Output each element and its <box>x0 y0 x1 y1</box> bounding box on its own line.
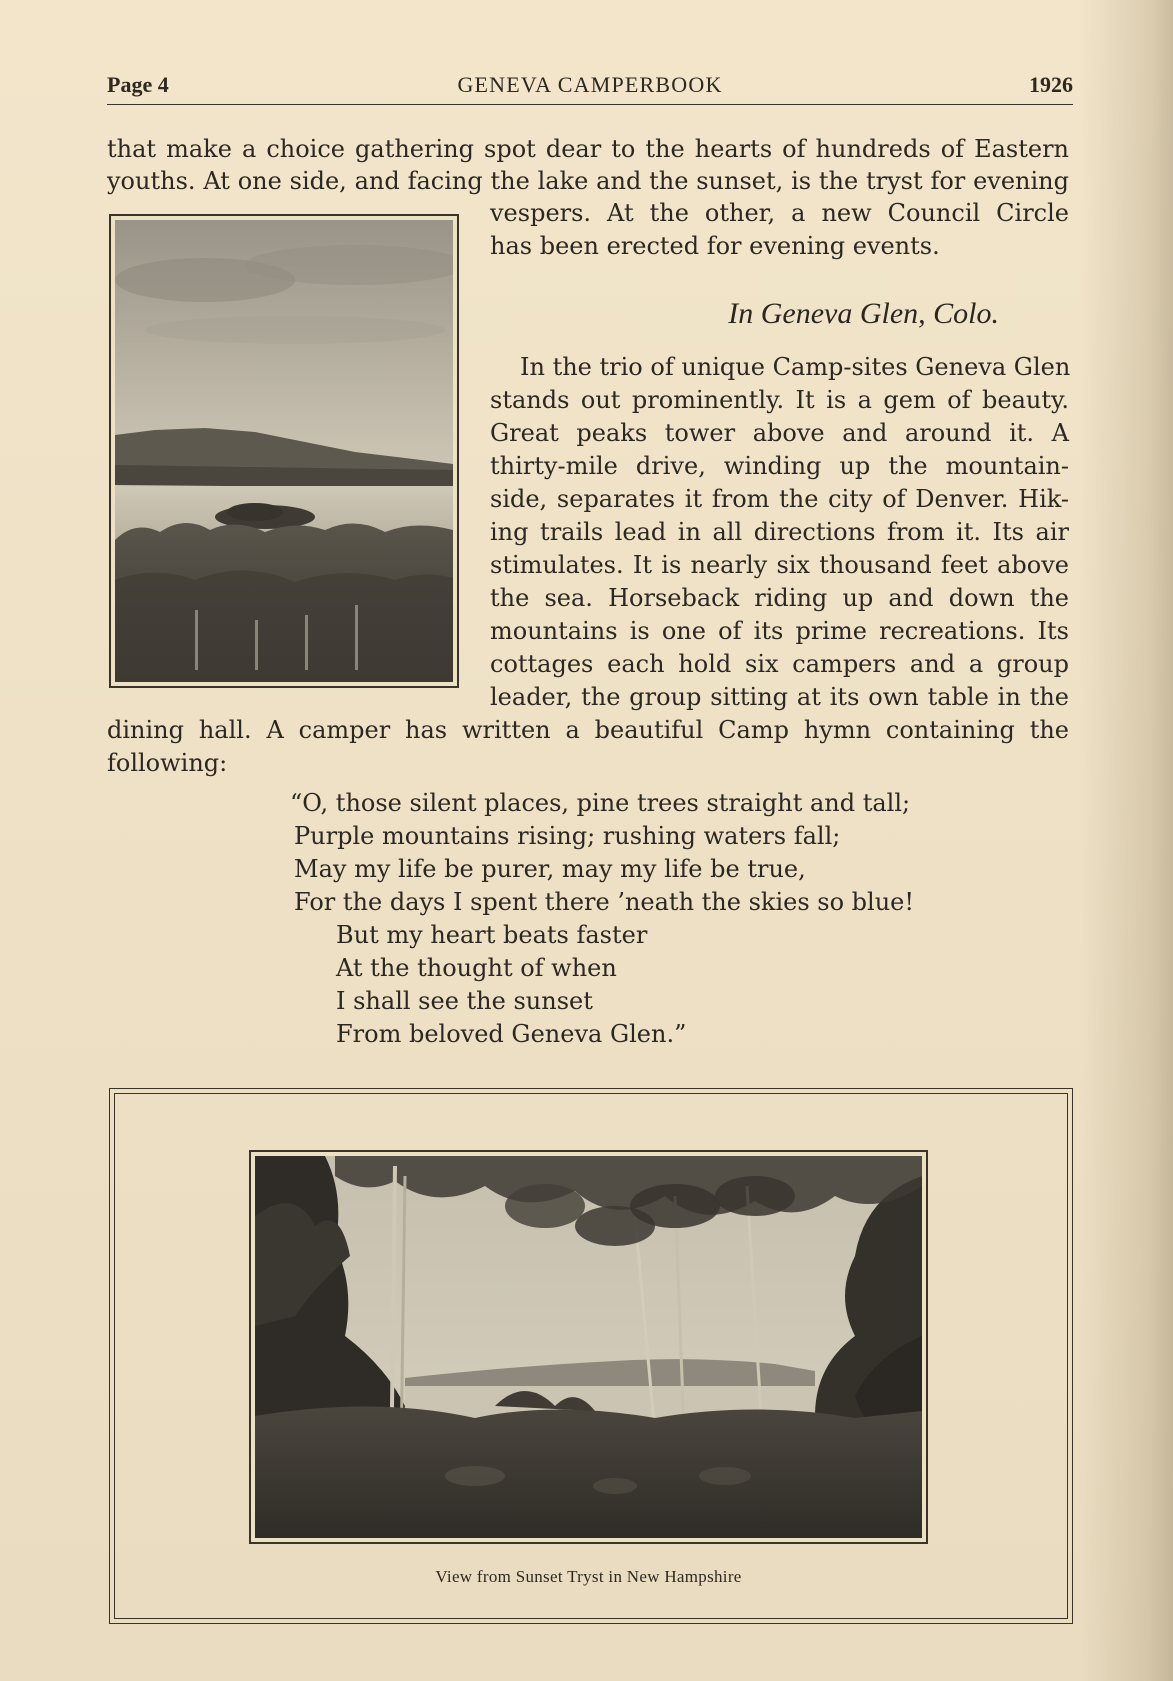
poem-refrain-line: At the thought of when <box>336 954 617 982</box>
poem-line: Purple mountains rising; rushing waters fall; <box>294 822 841 850</box>
section-line-6: ing trails lead in all directions from it. Its air <box>490 518 1069 546</box>
camp-hymn-poem <box>290 787 914 1051</box>
intro-line-3: vespers. At the other, a new Council Circle <box>490 199 1069 227</box>
photo-caption: View from Sunset Tryst in New Hampshire <box>435 1567 742 1586</box>
section-line-11: leader, the group sitting at its own table in the <box>490 683 1069 711</box>
poem-refrain-line: But my heart beats faster <box>336 921 648 949</box>
intro-line-2: youths. At one side, and facing the lake and the sunset, is the tryst for evening <box>107 167 1069 195</box>
section-line-8: the sea. Horseback riding up and down the <box>490 584 1069 612</box>
section-line-5: side, separates it from the city of Denver. Hik- <box>490 485 1069 513</box>
poem-line: “O, those silent places, pine trees straight and tall; <box>290 789 911 817</box>
poem-refrain-line: I shall see the sunset <box>336 987 593 1015</box>
lake-mountain-photo <box>109 214 459 688</box>
section-line-1: In the trio of unique Camp-sites Geneva Glen <box>520 353 1071 381</box>
publication-title: GENEVA CAMPERBOOK <box>457 72 723 97</box>
section-heading: In Geneva Glen, Colo. <box>728 297 999 330</box>
poem-line: For the days I spent there ’neath the skies so blue! <box>294 888 915 916</box>
section-full-line-2: following: <box>107 749 228 777</box>
section-line-4: thirty-mile drive, winding up the mountain- <box>490 452 1069 480</box>
poem-refrain-line: From beloved Geneva Glen.” <box>336 1020 687 1048</box>
running-header <box>107 70 1073 105</box>
publication-year: 1926 <box>1029 72 1073 97</box>
sunset-tryst-photo <box>249 1150 928 1544</box>
section-line-7: stimulates. It is nearly six thousand feet above <box>490 551 1069 579</box>
sunset-tryst-image <box>255 1156 922 1538</box>
section-line-3: Great peaks tower above and around it. A <box>490 419 1069 447</box>
intro-line-1: that make a choice gathering spot dear to the hearts of hundreds of Eastern <box>107 135 1069 163</box>
page-number: Page 4 <box>107 72 169 97</box>
intro-line-4: has been erected for evening events. <box>490 232 940 260</box>
lake-mountain-image <box>115 220 453 682</box>
poem-line: May my life be purer, may my life be true, <box>294 855 806 883</box>
section-full-line-1: dining hall. A camper has written a beautiful Camp hymn containing the <box>107 716 1069 744</box>
section-line-10: cottages each hold six campers and a group <box>490 650 1069 678</box>
section-line-2: stands out prominently. It is a gem of beauty. <box>490 386 1069 414</box>
section-line-9: mountains is one of its prime recreations. Its <box>490 617 1069 645</box>
